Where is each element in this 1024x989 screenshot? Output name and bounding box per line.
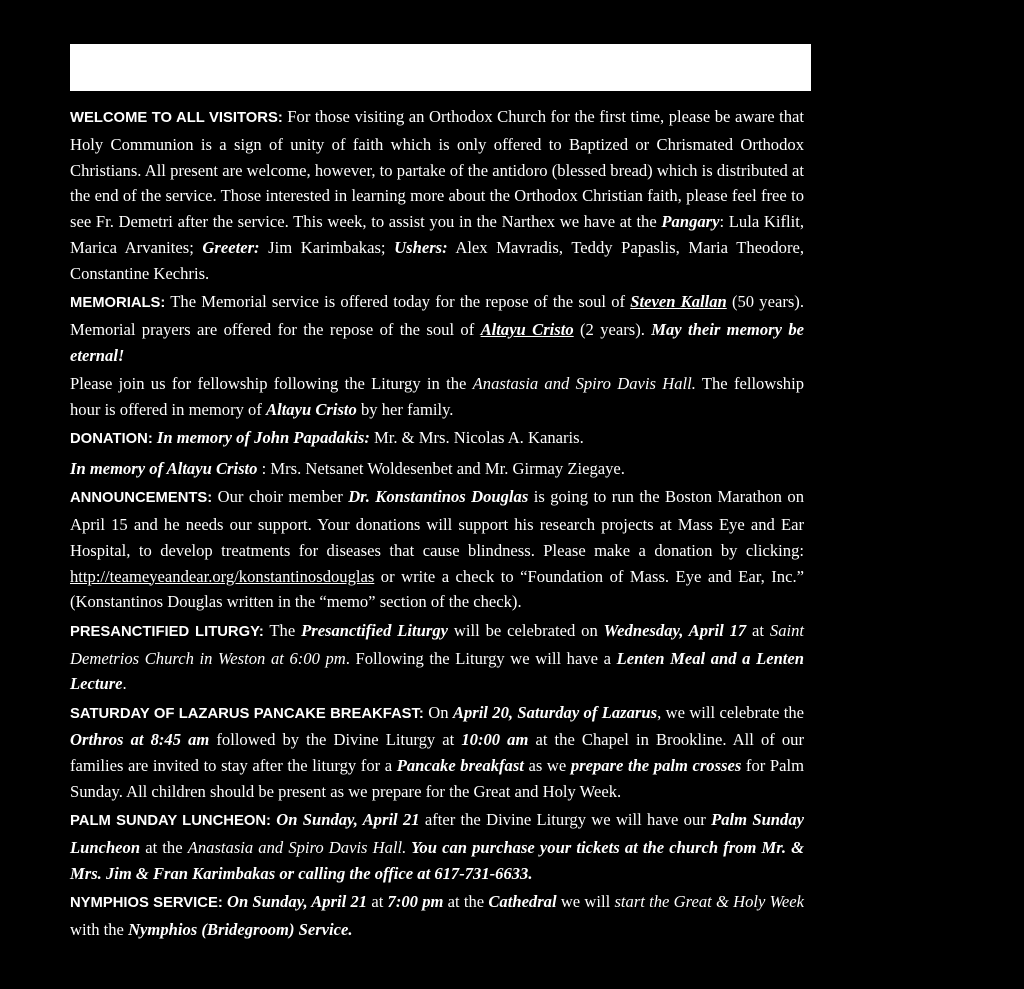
presanctified-liturgy: Presanctified Liturgy bbox=[301, 620, 449, 640]
announcements-text-3: or write a check to “Foundation of Mass. Eye and Ear, Inc.” (Konstantinos Douglas written in the “memo” section of the check). bbox=[70, 566, 804, 612]
nymphios-paragraph bbox=[70, 889, 804, 943]
presanctified-date: Wednesday, April 17 bbox=[603, 620, 747, 640]
lazarus-pancake: Pancake breakfast bbox=[396, 756, 524, 776]
pangary-label: Pangary bbox=[661, 212, 720, 232]
welcome-heading: WELCOME TO ALL VISITORS: bbox=[70, 110, 283, 126]
donation-paragraph-2 bbox=[70, 456, 804, 482]
memorials-paragraph bbox=[70, 289, 804, 368]
announcements-text-2: is going to run the Boston Marathon on April 15 and he needs our support. Your donations will support his research projects at Mass Eye and Ear Hospital, to develop treatments for diseases that cause blindness. Please make a donation by clicking: bbox=[70, 487, 804, 560]
announcements-name: Dr. Konstantinos Douglas bbox=[348, 487, 529, 507]
lazarus-time: 10:00 am bbox=[461, 730, 529, 750]
nymphios-text-2: at the bbox=[443, 892, 489, 912]
donation-heading: DONATION: bbox=[70, 431, 153, 448]
nymphios-start: start the Great & Holy Week bbox=[614, 892, 804, 912]
fellowship-hall: Anastasia and Spiro Davis Hall. bbox=[472, 374, 696, 394]
memorial-name-1: Steven Kallan bbox=[630, 292, 727, 312]
presanctified-heading: PRESANCTIFIED LITURGY: bbox=[70, 623, 264, 640]
fellowship-text-2: The fellowship hour is offered in memory of bbox=[70, 374, 804, 419]
donation-donors-1: Mr. & Mrs. Nicolas A. Kanaris. bbox=[369, 428, 584, 448]
palm-sunday-text-2: at the bbox=[140, 838, 188, 858]
presanctified-meal: Lenten Meal and a Lenten Lecture bbox=[70, 648, 805, 694]
donation-memory-2: In memory of Altayu Cristo bbox=[70, 458, 258, 478]
presanctified-text-5: . bbox=[122, 674, 127, 694]
greeter-label: Greeter: bbox=[202, 237, 260, 257]
lazarus-text-4: at the Chapel in Brookline. All of our families are invited to stay after the liturgy for a bbox=[70, 730, 804, 776]
fellowship-text-3: by her family. bbox=[356, 399, 454, 419]
lazarus-text-5: as we bbox=[523, 756, 571, 776]
presanctified-text-1: The bbox=[263, 620, 302, 640]
memorials-closing: May their memory be eternal! bbox=[70, 319, 804, 365]
donation-paragraph bbox=[70, 425, 804, 453]
nymphios-text-3: we will bbox=[556, 892, 615, 912]
lazarus-text-6: for Palm Sunday. All children should be present as we prepare for the Great and Holy Week. bbox=[70, 756, 804, 802]
announcements-heading: ANNOUNCEMENTS: bbox=[70, 490, 213, 507]
lazarus-text-3: followed by the Divine Liturgy at bbox=[209, 730, 462, 750]
palm-sunday-date: On Sunday, April 21 bbox=[270, 810, 420, 830]
memorials-text-1: The Memorial service is offered today for the repose of the soul of bbox=[165, 292, 631, 312]
lazarus-text-1: On bbox=[423, 702, 453, 722]
nymphios-time: 7:00 pm bbox=[387, 892, 444, 912]
palm-sunday-paragraph bbox=[70, 807, 804, 886]
lazarus-date: April 20, Saturday of Lazarus bbox=[452, 702, 658, 722]
welcome-paragraph bbox=[70, 104, 804, 287]
fellowship-paragraph bbox=[70, 371, 804, 423]
presanctified-text-2: will be celebrated on bbox=[448, 620, 604, 640]
greeter-names: Jim Karimbakas; bbox=[259, 237, 395, 257]
memorial-name-2: Altayu Cristo bbox=[480, 319, 574, 339]
memorials-text-3: (2 years). bbox=[573, 319, 652, 339]
nymphios-cathedral: Cathedral bbox=[488, 892, 557, 912]
palm-sunday-text-1: after the Divine Liturgy we will have our bbox=[419, 810, 712, 830]
announcements-paragraph bbox=[70, 484, 804, 615]
lazarus-orthros: Orthros at 8:45 am bbox=[70, 730, 210, 750]
memorials-heading: MEMORIALS: bbox=[70, 295, 166, 312]
fellowship-name: Altayu Cristo bbox=[266, 399, 357, 419]
lazarus-paragraph bbox=[70, 700, 804, 805]
presanctified-place: Saint Demetrios Church in Weston at 6:00 pm bbox=[70, 620, 805, 668]
presanctified-text-3: at bbox=[746, 620, 770, 640]
nymphios-service: Nymphios (Bridegroom) Service. bbox=[128, 920, 353, 940]
presanctified-text-4: . Following the Liturgy we will have a bbox=[345, 648, 617, 668]
welcome-text: For those visiting an Orthodox Church for the first time, please be aware that Holy Communion is a sign of unity of faith which is only offered to Baptized or Chrismated Orthodox Christians. All present are welcome, however, to partake of the antidoro (blessed bread) which is distributed at the end of the service. Those interested in learning more about the Orthodox Christian faith, please feel free to see Fr. Demetri after the service. This week, to assist you in the Narthex we have at the bbox=[70, 107, 804, 232]
palm-sunday-heading: PALM SUNDAY LUNCHEON: bbox=[70, 813, 271, 830]
pangary-names: : Lula Kiflit, Marica Arvanites; bbox=[70, 212, 804, 257]
nymphios-text-1: at bbox=[367, 892, 388, 912]
bulletin-content bbox=[70, 104, 804, 946]
palm-sunday-hall: Anastasia and Spiro Davis Hall. bbox=[187, 838, 407, 858]
palm-sunday-luncheon: Palm Sunday Luncheon bbox=[70, 810, 804, 858]
lazarus-palm: prepare the palm crosses bbox=[570, 756, 742, 776]
announcements-text-1: Our choir member bbox=[212, 487, 349, 507]
nymphios-heading: NYMPHIOS SERVICE: bbox=[70, 895, 223, 912]
nymphios-date: On Sunday, April 21 bbox=[222, 892, 368, 912]
donation-link[interactable]: http://teameyeandear.org/konstantinosdouglas bbox=[70, 566, 375, 586]
nymphios-text-4: with the bbox=[70, 920, 129, 940]
header-bar bbox=[70, 44, 811, 91]
fellowship-text-1: Please join us for fellowship following the Liturgy in the bbox=[70, 374, 473, 394]
ushers-label: Ushers: bbox=[394, 237, 448, 257]
presanctified-paragraph bbox=[70, 618, 804, 697]
lazarus-heading: SATURDAY OF LAZARUS PANCAKE BREAKFAST: bbox=[70, 705, 424, 722]
lazarus-text-2: , we will celebrate the bbox=[657, 702, 805, 722]
ushers-names: Alex Mavradis, Teddy Papaslis, Maria Theodore, Constantine Kechris. bbox=[70, 237, 804, 283]
memorials-text-2: (50 years). Memorial prayers are offered for the repose of the soul of bbox=[70, 292, 804, 339]
donation-memory-1: In memory of John Papadakis: bbox=[152, 428, 370, 448]
donation-donors-2: : Mrs. Netsanet Woldesenbet and Mr. Girmay Ziegaye. bbox=[257, 458, 625, 478]
palm-sunday-tickets: You can purchase your tickets at the church from Mr. & Mrs. Jim & Fran Karimbakas or calling the office at 617-731-6633. bbox=[70, 838, 804, 884]
